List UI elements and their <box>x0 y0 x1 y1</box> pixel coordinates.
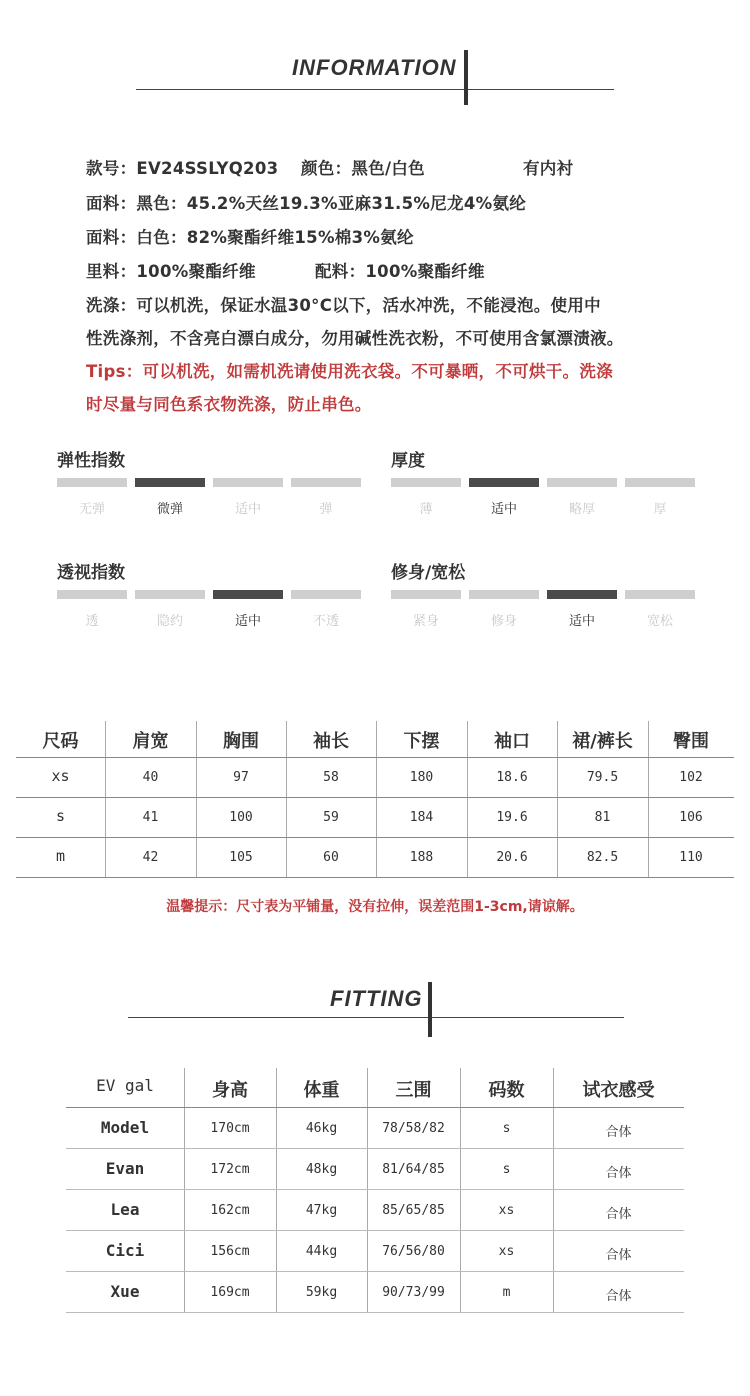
size-row-label: s <box>55 807 66 825</box>
indicator-bar <box>135 478 205 487</box>
size-value-cell: 18.6 <box>496 770 528 785</box>
indicator-option-label: 宽松 <box>646 614 673 629</box>
fitting-value-cell: 合体 <box>605 1248 632 1263</box>
fitting-row-label: Lea <box>110 1200 140 1219</box>
indicator-bar <box>547 478 617 487</box>
indicator-bar <box>57 478 127 487</box>
fitting-header-cell: 码数 <box>488 1080 525 1101</box>
indicator-bar <box>213 478 283 487</box>
table-row-rule <box>66 1271 684 1272</box>
fitting-row-label: Xue <box>110 1282 140 1301</box>
indicator-option-label: 透 <box>85 614 99 629</box>
indicator-title: 透视指数 <box>57 563 125 583</box>
table-header-rule <box>66 1107 684 1108</box>
indicator-option-label: 薄 <box>419 502 433 517</box>
wash-line-1: 洗涤：可以机洗，保证水温30°C以下，活水冲洗，不能浸泡。使用中 <box>86 296 601 315</box>
indicator-option-label: 适中 <box>234 502 261 517</box>
indicator-option-label: 适中 <box>568 614 595 629</box>
wash-line-2: 性洗涤剂，不含亮白漂白成分，勿用碱性洗衣粉，不可使用含氯漂渍液。 <box>86 329 624 348</box>
size-value-cell: 20.6 <box>496 850 528 865</box>
size-header-cell: 尺码 <box>42 731 79 752</box>
fitting-value-cell: 48kg <box>305 1162 338 1177</box>
tips-line-2: 时尽量与同色系衣物洗涤，防止串色。 <box>86 395 372 414</box>
table-column-divider <box>367 1068 368 1312</box>
table-column-divider <box>184 1068 185 1312</box>
fitting-header-cell: 三围 <box>395 1080 432 1101</box>
indicator-title: 修身/宽松 <box>391 563 466 583</box>
size-header-cell: 袖长 <box>313 731 349 752</box>
indicator-bar <box>625 478 695 487</box>
fitting-value-cell: 162cm <box>210 1203 250 1218</box>
size-header-cell: 下摆 <box>403 731 440 752</box>
fitting-value-cell: 合体 <box>605 1207 632 1222</box>
indicator-title: 弹性指数 <box>57 451 125 471</box>
indicator-option-label: 紧身 <box>412 614 439 629</box>
size-header-cell: 臀围 <box>673 731 709 752</box>
size-value-cell: 40 <box>142 770 159 785</box>
lining-material: 里料：100%聚酯纤维 <box>86 262 256 281</box>
fitting-value-cell: s <box>502 1121 511 1136</box>
table-row-rule <box>16 877 734 878</box>
fabric-black: 面料：黑色：45.2%天丝19.3%亚麻31.5%尼龙4%氨纶 <box>86 194 527 213</box>
fitting-divider <box>128 1017 624 1018</box>
fitting-value-cell: 合体 <box>605 1125 632 1140</box>
fitting-header-cell: 身高 <box>212 1080 248 1101</box>
fitting-value-cell: 156cm <box>210 1244 250 1259</box>
fitting-value-cell: 81/64/85 <box>382 1162 445 1177</box>
size-notice: 温馨提示：尺寸表为平铺量，没有拉伸，误差范围1-3cm,请谅解。 <box>166 899 584 915</box>
indicator-option-label: 微弹 <box>156 502 183 517</box>
indicator-option-label: 厚 <box>653 502 667 517</box>
fitting-value-cell: 169cm <box>210 1285 250 1300</box>
size-value-cell: 184 <box>409 810 434 825</box>
size-value-cell: 105 <box>229 850 253 865</box>
info-row-lining <box>86 258 686 282</box>
color-info: 颜色：黑色/白色 <box>301 159 425 178</box>
indicator-bar <box>547 590 617 599</box>
tips-line-1: Tips：可以机洗，如需机洗请使用洗衣袋。不可暴晒，不可烘干。洗涤 <box>86 362 613 381</box>
indicator-bar <box>57 590 127 599</box>
fabric-white: 面料：白色：82%聚酯纤维15%棉3%氨纶 <box>86 228 414 247</box>
size-value-cell: 42 <box>142 850 159 865</box>
size-value-cell: 41 <box>142 810 159 825</box>
information-divider <box>136 89 614 90</box>
indicator-title: 厚度 <box>391 451 425 471</box>
table-row-rule <box>66 1230 684 1231</box>
information-title: INFORMATION <box>292 55 457 80</box>
size-value-cell: 79.5 <box>586 770 619 785</box>
fitting-header-cell: 体重 <box>303 1080 340 1101</box>
fitting-value-cell: s <box>502 1162 511 1177</box>
size-value-cell: 82.5 <box>586 850 619 865</box>
table-column-divider <box>276 1068 277 1312</box>
fitting-value-cell: 172cm <box>210 1162 250 1177</box>
indicator-bar <box>469 478 539 487</box>
indicator-option-label: 不透 <box>312 614 339 629</box>
fitting-value-cell: 78/58/82 <box>382 1121 445 1136</box>
table-row-rule <box>66 1148 684 1149</box>
size-value-cell: 188 <box>409 850 434 865</box>
indicator-option-label: 弹 <box>319 502 333 517</box>
indicator-option-label: 修身 <box>490 614 517 629</box>
fitting-value-cell: 44kg <box>305 1244 338 1259</box>
fitting-value-cell: 59kg <box>305 1285 338 1300</box>
table-column-divider <box>553 1068 554 1312</box>
fitting-value-cell: 90/73/99 <box>382 1285 445 1300</box>
accessory-material: 配料：100%聚酯纤维 <box>315 262 485 281</box>
size-value-cell: 81 <box>594 810 611 825</box>
indicator-bar <box>469 590 539 599</box>
fitting-row-label: Evan <box>105 1159 145 1178</box>
size-value-cell: 97 <box>233 770 249 785</box>
fitting-value-cell: xs <box>498 1203 515 1218</box>
table-row-rule <box>66 1312 684 1313</box>
indicator-bar <box>625 590 695 599</box>
table-column-divider <box>460 1068 461 1312</box>
fitting-value-cell: 合体 <box>605 1289 632 1304</box>
table-row-rule <box>66 1189 684 1190</box>
fitting-header-cell: EV gal <box>96 1076 154 1095</box>
size-header-cell: 袖口 <box>494 731 530 752</box>
size-header-cell: 胸围 <box>223 731 259 752</box>
fitting-value-cell: m <box>502 1285 511 1300</box>
size-value-cell: 100 <box>229 810 253 825</box>
fitting-value-cell: 85/65/85 <box>382 1203 445 1218</box>
fitting-value-cell: 47kg <box>305 1203 338 1218</box>
size-value-cell: 110 <box>679 850 703 865</box>
indicator-option-label: 略厚 <box>568 502 595 517</box>
indicator-option-label: 无弹 <box>78 502 105 517</box>
style-number: 款号：EV24SSLYQ203 <box>86 159 279 178</box>
indicator-bar <box>291 478 361 487</box>
size-header-cell: 肩宽 <box>132 731 169 752</box>
size-row-label: xs <box>51 767 70 785</box>
size-value-cell: 180 <box>409 770 434 785</box>
fitting-title: FITTING <box>330 986 423 1011</box>
indicator-option-label: 隐约 <box>156 614 183 629</box>
fitting-value-cell: 76/56/80 <box>382 1244 445 1259</box>
indicator-bar <box>135 590 205 599</box>
information-accent-bar <box>464 50 468 105</box>
lining-note: 有内衬 <box>523 159 574 178</box>
table-row-rule <box>16 797 734 798</box>
size-value-cell: 60 <box>323 850 339 865</box>
size-value-cell: 58 <box>323 770 339 785</box>
indicator-bar <box>213 590 283 599</box>
fitting-accent-bar <box>428 982 432 1037</box>
fitting-row-label: Model <box>100 1118 150 1137</box>
indicator-bar <box>391 478 461 487</box>
fitting-value-cell: xs <box>498 1244 515 1259</box>
size-value-cell: 106 <box>679 810 703 825</box>
size-header-cell: 裙/裤长 <box>572 731 633 752</box>
indicator-option-label: 适中 <box>490 502 517 517</box>
fitting-header-cell: 试衣感受 <box>582 1080 655 1101</box>
fitting-value-cell: 合体 <box>605 1166 632 1181</box>
size-value-cell: 59 <box>323 810 339 825</box>
info-row-style <box>86 155 686 179</box>
indicator-bar <box>291 590 361 599</box>
indicator-bar <box>391 590 461 599</box>
table-header-rule <box>16 757 734 758</box>
fitting-row-label: Cici <box>105 1241 145 1260</box>
indicator-option-label: 适中 <box>234 614 261 629</box>
size-row-label: m <box>55 847 66 865</box>
size-value-cell: 19.6 <box>496 810 528 825</box>
table-row-rule <box>16 837 734 838</box>
fitting-value-cell: 170cm <box>210 1121 250 1136</box>
size-value-cell: 102 <box>679 770 703 785</box>
fitting-value-cell: 46kg <box>305 1121 338 1136</box>
